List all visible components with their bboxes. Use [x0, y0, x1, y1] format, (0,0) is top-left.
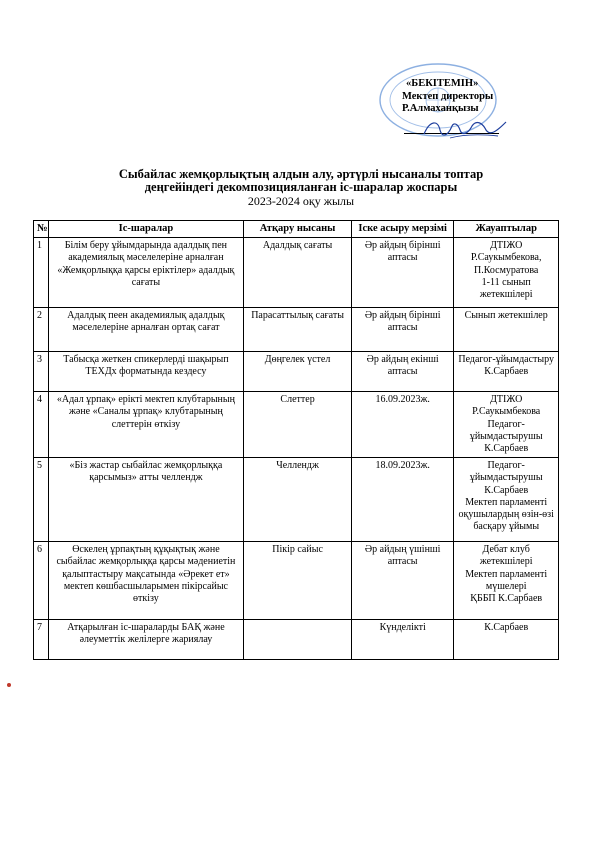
- activity-plan-table: [33, 220, 559, 660]
- table-row: [34, 392, 559, 458]
- row-activity: Өскелең ұрпақтың құқықтық және сыбайлас жемқорлыққа қарсы мәдениетін қалыптастыру мақсатында «Әрекет ет» мектеп көшбасшыларымен пікірсайыс өткізу: [48, 542, 244, 620]
- row-deadline: Әр айдың үшінші аптасы: [351, 542, 453, 620]
- row-number: 2: [34, 308, 49, 352]
- row-responsible: Педагог-ұйымдастырушы К.Сарбаев Мектеп парламенті оқушылардың өзін-өзі басқару ұйымы: [454, 458, 559, 542]
- row-deadline: 18.09.2023ж.: [351, 458, 453, 542]
- header-deadline: Іске асыру мерзімі: [351, 221, 453, 238]
- row-deadline: Күнделікті: [351, 620, 453, 660]
- header-responsible: Жауаптылар: [454, 221, 559, 238]
- row-activity: Білім беру ұйымдарында адалдық пен академиялық мәселелеріне арналған «Жемқорлыққа қарсы еріктілер» адалдық сағаты: [48, 238, 244, 308]
- header-form: Атқару нысаны: [244, 221, 352, 238]
- table-row: [34, 352, 559, 392]
- title-line-1: Сыбайлас жемқорлықтың алдын алу, әртүрлі нысаналы топтар: [118, 167, 484, 181]
- row-number: 1: [34, 238, 49, 308]
- row-number: 6: [34, 542, 49, 620]
- row-form: Челлендж: [244, 458, 352, 542]
- row-responsible: К.Сарбаев: [454, 620, 559, 660]
- row-responsible: ДТІЖО Р.Саукымбекова Педагог-ұйымдастырушы К.Сарбаев: [454, 392, 559, 458]
- header-activity: Іс-шаралар: [48, 221, 244, 238]
- row-responsible: Сынып жетекшілер: [454, 308, 559, 352]
- approval-name: Р.Алмаханқызы: [402, 103, 479, 114]
- row-form: Парасаттылық сағаты: [244, 308, 352, 352]
- row-deadline: Әр айдың бірінші аптасы: [351, 308, 453, 352]
- row-deadline: Әр айдың екінші аптасы: [351, 352, 453, 392]
- approval-position: Мектеп директоры: [402, 90, 494, 102]
- table-row: [34, 308, 559, 352]
- margin-mark: [7, 683, 11, 687]
- row-activity: Адалдық пеен академиялық адалдық мәселелеріне арналған ортақ сағат: [48, 308, 244, 352]
- row-deadline: Әр айдың бірінші аптасы: [351, 238, 453, 308]
- row-activity: «Адал ұрпақ» ерікті мектеп клубтарының және «Саналы ұрпақ» клубтарының слеттерін өткізу: [48, 392, 244, 458]
- title-line-2: деңгейіндегі декомпозицияланған іс-шаралар жоспары: [144, 180, 458, 194]
- row-responsible: ДТІЖО Р.Саукымбекова, П.Космуратова 1-11 сынып жетекшілері: [454, 238, 559, 308]
- row-responsible: Дебат клуб жетекшілері Мектеп парламенті мүшелері ҚББП К.Сарбаев: [454, 542, 559, 620]
- row-number: 4: [34, 392, 49, 458]
- header-number: №: [34, 221, 49, 238]
- academic-year: 2023-2024 оқу жылы: [247, 194, 355, 208]
- document-title: [0, 168, 602, 194]
- row-form: Пікір сайыс: [244, 542, 352, 620]
- table-row: [34, 238, 559, 308]
- row-number: 3: [34, 352, 49, 392]
- approval-heading: «БЕКІТЕМІН»: [406, 78, 479, 89]
- row-activity: Атқарылған іс-шараларды БАҚ және әлеуметтік желілерге жариялау: [48, 620, 244, 660]
- row-form: Адалдық сағаты: [244, 238, 352, 308]
- table-row: [34, 542, 559, 620]
- row-activity: Табысқа жеткен спикерлерді шақырып ТЕХДх форматында кездесу: [48, 352, 244, 392]
- table-header-row: [34, 221, 559, 238]
- row-number: 5: [34, 458, 49, 542]
- row-deadline: 16.09.2023ж.: [351, 392, 453, 458]
- row-form: Слеттер: [244, 392, 352, 458]
- table-row: [34, 620, 559, 660]
- row-form: Дөңгелек үстел: [244, 352, 352, 392]
- approval-block: [388, 78, 528, 116]
- signature-icon: [420, 116, 510, 142]
- row-activity: «Біз жастар сыбайлас жемқорлыққа қарсымыз» атты челлендж: [48, 458, 244, 542]
- table-row: [34, 458, 559, 542]
- row-responsible: Педагог-ұйымдастыру К.Сарбаев: [454, 352, 559, 392]
- row-form: [244, 620, 352, 660]
- row-number: 7: [34, 620, 49, 660]
